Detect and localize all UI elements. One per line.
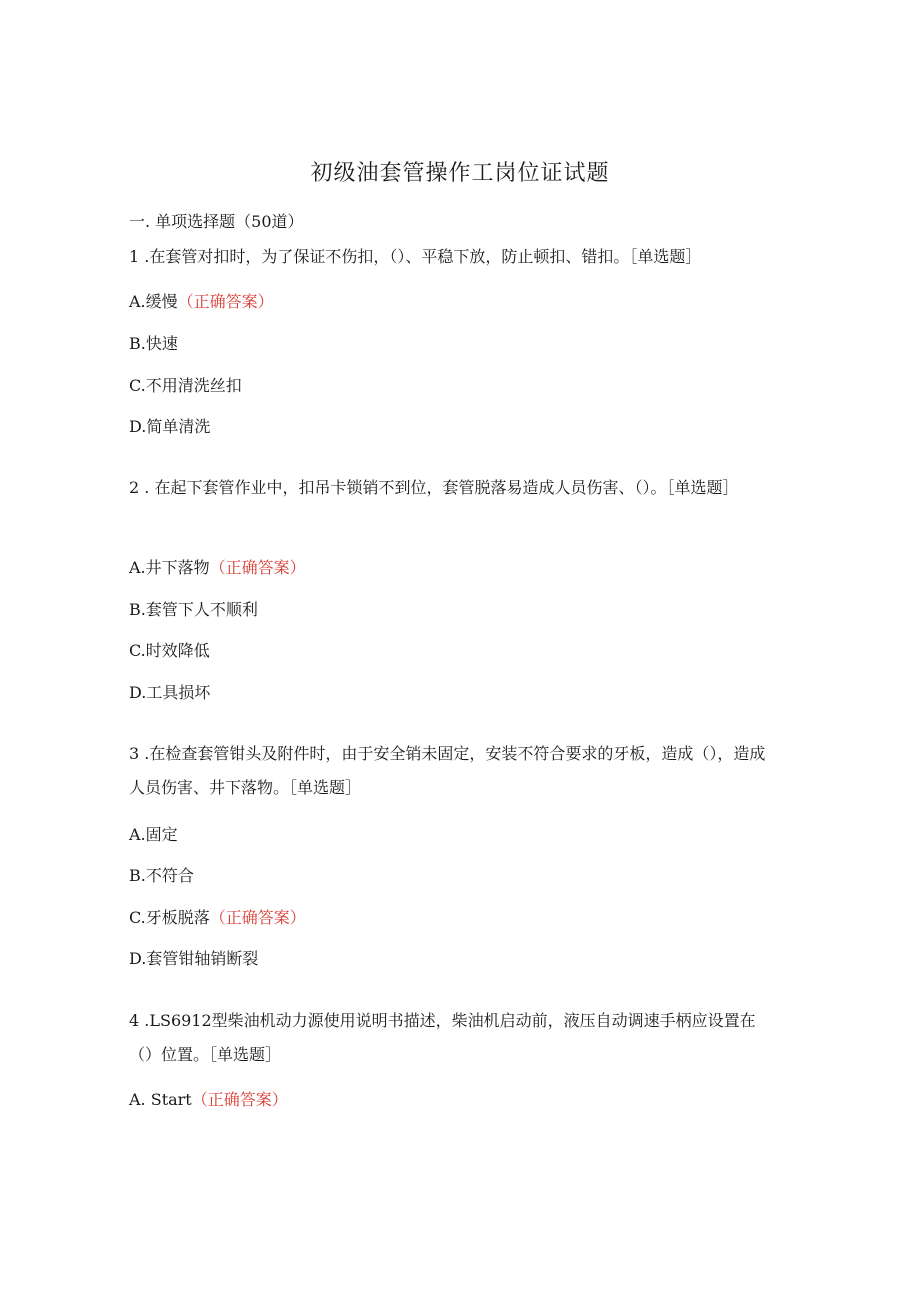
q2-option-a: A.井下落物（正确答案） — [129, 558, 306, 577]
correct-answer-tag: （正确答案） — [209, 908, 306, 927]
correct-answer-tag: （正确答案） — [191, 1090, 288, 1109]
q1-option-b: B.快速 — [129, 334, 178, 353]
q3-option-d: D.套管钳轴销断裂 — [129, 949, 259, 968]
section-heading: 一. 单项选择题（50道） — [129, 212, 304, 231]
q1-option-d: D.简单清洗 — [129, 417, 211, 436]
correct-answer-tag: （正确答案） — [177, 292, 274, 311]
question-2-stem: 2 . 在起下套管作业中，扣吊卡锁销不到位，套管脱落易造成人员伤害、（）。［单选题］ — [129, 478, 739, 497]
question-4-stem: 4 .LS6912型柴油机动力源使用说明书描述，柴油机启动前，液压自动调速手柄应设置在（）位置。［单选题］ — [129, 1011, 756, 1064]
q4-option-a: A. Start（正确答案） — [129, 1090, 288, 1109]
q3-option-b: B.不符合 — [129, 866, 194, 885]
question-1-stem: 1 .在套管对扣时，为了保证不伤扣，（）、平稳下放，防止顿扣、错扣。［单选题］ — [129, 247, 702, 266]
q1-option-c: C.不用清洗丝扣 — [129, 376, 242, 395]
q1-option-a: A.缓慢（正确答案） — [129, 292, 274, 311]
document-title: 初级油套管操作工岗位证试题 — [310, 161, 610, 186]
q2-option-b: B.套管下人不顺利 — [129, 600, 258, 619]
q3-option-c: C.牙板脱落（正确答案） — [129, 908, 306, 927]
question-3-stem: 3 .在检查套管钳头及附件时，由于安全销未固定，安装不符合要求的牙板，造成（），造成人员伤害、井下落物。［单选题］ — [129, 744, 766, 797]
q2-option-c: C.时效降低 — [129, 641, 210, 660]
correct-answer-tag: （正确答案） — [209, 558, 306, 577]
q3-option-a: A.固定 — [129, 825, 178, 844]
q2-option-d: D.工具损坏 — [129, 683, 211, 702]
